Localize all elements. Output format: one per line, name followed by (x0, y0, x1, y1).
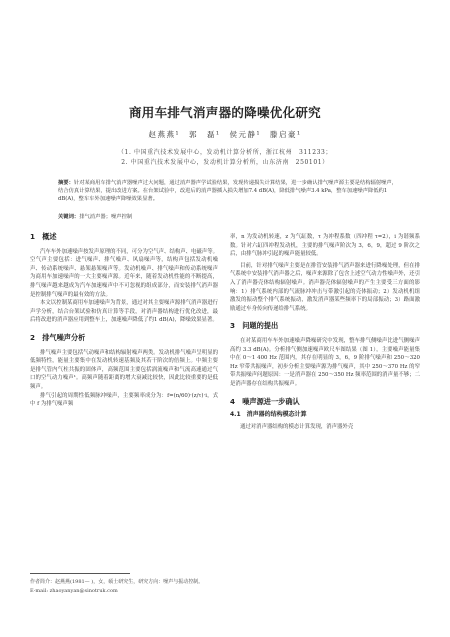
left-column (30, 233, 218, 409)
right-column (230, 233, 420, 431)
abstract-text: 针对某商用车排气消声器噪声过大问题，通过消声器声学试验结果，发现传递损失计算结果，进一步确认排气噪声源主要是结构辐射噪声，结合仿真计算结果，提出改进方案。在台架试验中，改进后的消声器插入损失增加7.4 dB(A)，降低排气噪声3.4 kPa，整车加速噪声降低约1 dB(A)，整车车外加速噪声降噪效果显著。 (58, 180, 398, 203)
keywords-text: 排气消声器；噪声控制 (79, 214, 133, 220)
body-paragraph: 率，n 为发动机转速，z 为气缸数，τ 为冲程系数（四冲程 τ=2），i 为谐频系数。针对六缸四冲程发动机，主要的排气噪声阶次为 3，6，9，超过 9 阶次之后，由排气脉冲引起的噪声能量较低。 (230, 234, 420, 258)
keywords-label: 关键词： (58, 214, 80, 220)
body-paragraph: 通过对消声器结构的模态计算发现，消声器外壳 (240, 423, 354, 430)
section-1-heading: 1 概述 (30, 232, 57, 241)
body-paragraph: 汽车车外加速噪声按发声原理的不同，可分为空气声、结构声、电磁声等。空气声主要包括：进气噪声、排气噪声、风扇噪声等，结构声包括发动机噪声、传动系统噪声、悬架悬架噪声等。发动机噪声、排气噪声和传动系统噪声为商用车加速噪声的一大主要噪声源。近年来，随着发动机性能的不断提高，排气噪声越来越成为汽车加速噪声中不可忽视的组成部分，而安装排气消声器是控制排气噪声的最有效的方法。 (30, 248, 218, 298)
abstract-label: 摘要： (58, 180, 74, 186)
footnote-rule (30, 573, 130, 574)
keywords (58, 212, 398, 220)
body-paragraph: 本文以控制某商用车加速噪声为背景，通过对其主要噪声源排气消声器进行声学分析，结合台架试验和仿真计算等手段，对消声器结构进行优化改进，最后将改进的消声器应用到整车上，加速噪声降低了约1 dB(A)，降噪效果显著。 (30, 300, 218, 324)
body-paragraph: 目前，针对排气噪声主要是在排管安装排气消声器来进行降噪处理，但在排气系统中安装排气消声器之后，噪声来源除了包含上述空气动力性噪声外，还引入了消声器壳体结构辐射噪声。消声器壳体辐射噪声的产生主要受三方面的影响：1）排气系统内部的气流脉冲冲击与带激引起的壳体振动；2）发动机机组激发的振动整个排气系统振动，激发消声器某些频率下的局部振动；3）路面激励通过车身传向传递给排气系统。 (230, 262, 420, 312)
footnote-author-info: 作者简介：赵燕燕(1981— )，女，硕士研究生，研究方向：噪声与振动控制。 (30, 579, 204, 585)
paper-title: 商用车排气消声器的降噪优化研究 (128, 105, 321, 120)
section-3-heading: 3 问题的提出 (230, 321, 279, 331)
section-4-heading: 4 噪声源进一步确认 (230, 396, 300, 406)
affiliation-2: 2. 中国重汽技术发展中心，发动机计算分析所，山东济南 250101） (121, 159, 329, 166)
author-list: 赵燕燕¹ 郭 磊¹ 侯元静¹ 滕启豪¹ (148, 130, 302, 139)
affiliation-1: （1. 中国重汽技术发展中心，发动机计算分析所，浙江杭州 311233； (117, 149, 333, 156)
abstract (58, 179, 398, 204)
body-paragraph: 排气引起的周期性低频脉冲噪声，主要频率成分为：f=(n/60)·(z/τ)·i，式中 f 为排气噪声频 (30, 392, 218, 408)
body-paragraph: 在对某商用车车外加速噪声降噪研究中发现，整车排气侧噪声比进气侧噪声高约 3.3 dB(A)。分析排气侧加速噪声欧尺车图结果（图 1），主要噪声能量集中在 0～1 400 Hz 范围内，其存在明显的 3，6，9 阶排气噪声和 250～320 Hz 窄带共振噪声，初步分析主要噪声源为排气噪声，其中 250～370 Hz 的窄带共振噪声问题原因：一是消声器在 250～350 Hz 频率范围的消声量不够；二是消声器存在结构共振噪声。 (230, 337, 420, 387)
section-2-heading: 2 排气噪声分析 (30, 332, 86, 342)
body-paragraph: 排气噪声主要包括气动噪声和结构辐射噪声两类。发动机排气噪声呈明显的低频特性，能量主要集中在发动机转速基频及其若干阶次的倍频上。中频主要是排气管内气柱共振的固体声，高频范围主要包括涡流噪声和气流高速通过气口的空气动力噪声¹。高频声随着距离的增大衰减比较快，因此比较重要的是低频声。 (30, 349, 218, 390)
footnote-email: E-mail: zhaoyanyan@sinotruk.com (30, 588, 118, 594)
subsection-4-1-heading: 4.1 消声器的结构模态计算 (230, 411, 307, 419)
